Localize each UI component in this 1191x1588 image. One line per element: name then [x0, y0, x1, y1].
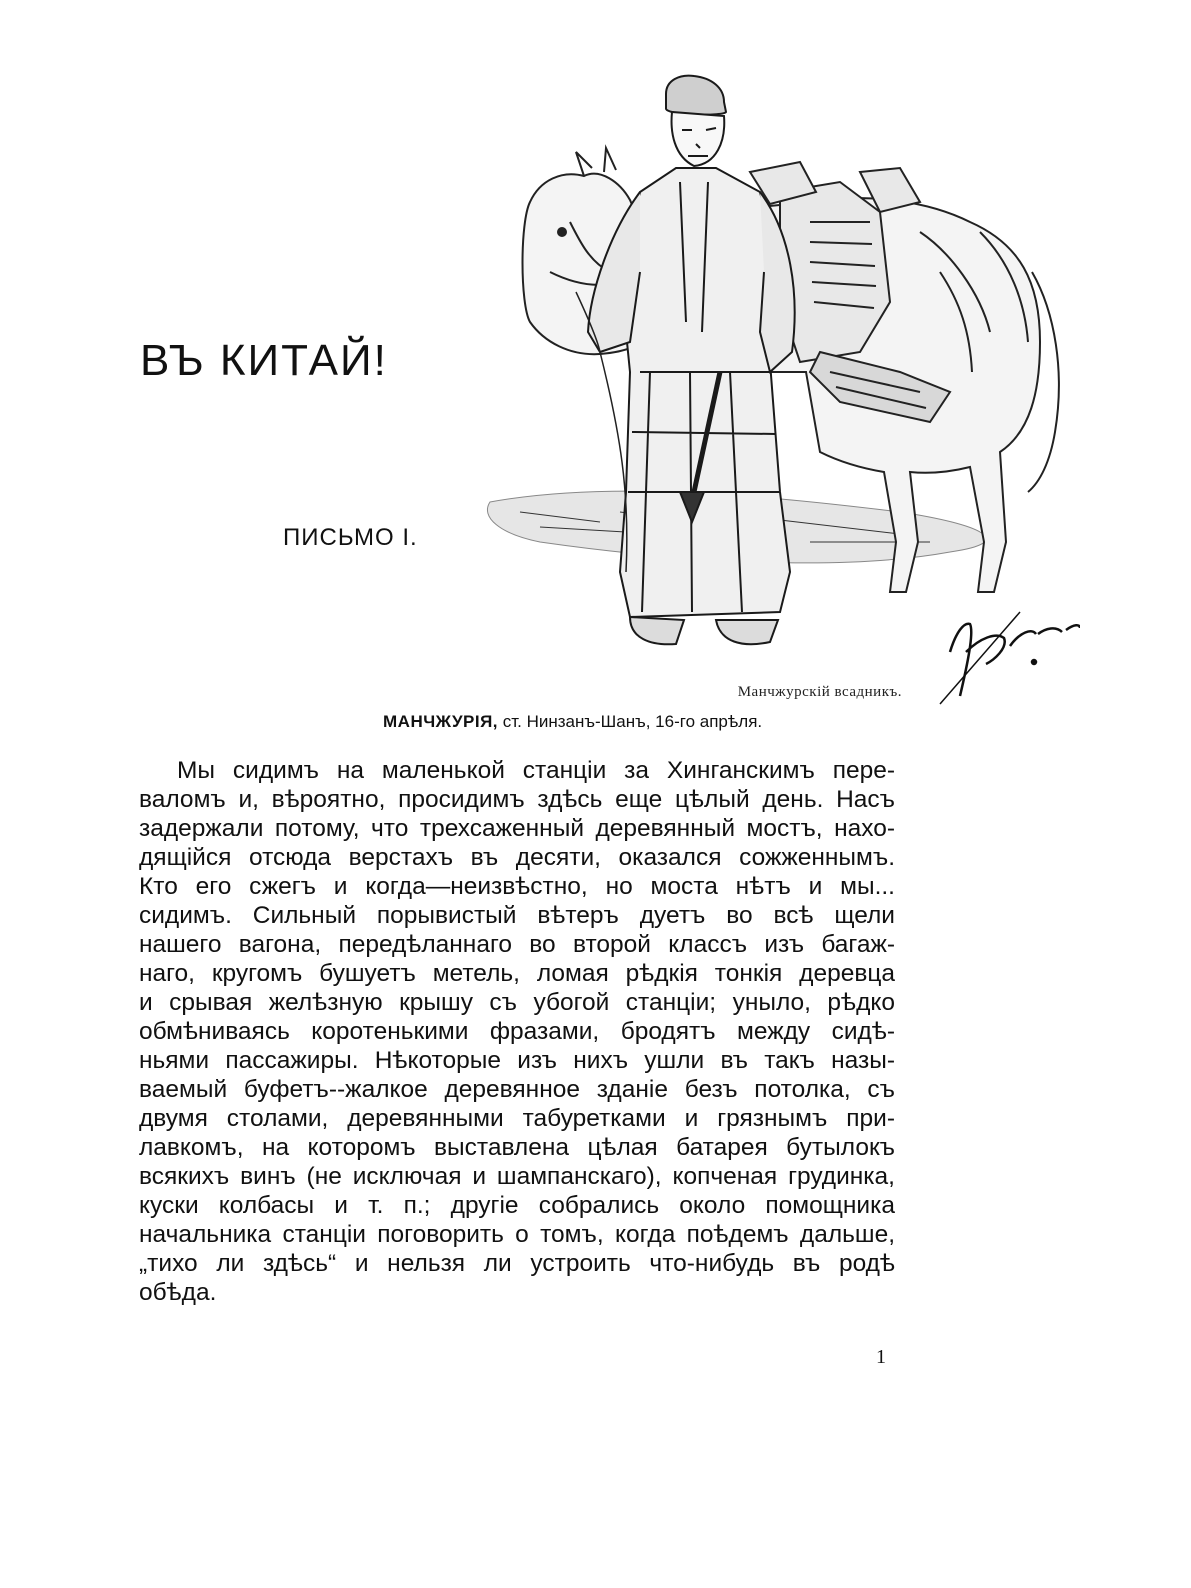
body-line: лавкомъ, на которомъ выставлена цѣлая батарея бутылокъ: [139, 1134, 895, 1161]
body-line: наго, кругомъ бушуетъ метель, ломая рѣдкія тонкія деревца: [139, 960, 895, 987]
body-line: ваемый буфетъ--жалкое деревянное зданіе безъ потолка, съ: [139, 1076, 895, 1103]
body-line: Кто его сжегъ и когда—неизвѣстно, но моста нѣтъ и мы...: [139, 873, 895, 900]
dateline: [383, 712, 762, 732]
chapter-title: ВЪ КИТАЙ!: [140, 336, 388, 385]
body-line: задержали потому, что трехсаженный деревянный мостъ, нахо-: [139, 815, 895, 842]
body-line: валомъ и, вѣроятно, просидимъ здѣсь еще цѣлый день. Насъ: [139, 786, 895, 813]
man-drawing: [588, 76, 795, 645]
body-line: ньями пассажиры. Нѣкоторые изъ нихъ ушли въ такъ назы-: [139, 1047, 895, 1074]
body-line: двумя столами, деревянными табуретками и грязнымъ при-: [139, 1105, 895, 1132]
dateline-station-date: ст. Нинзанъ-Шанъ, 16-го апрѣля.: [498, 712, 763, 731]
body-line: начальника станціи поговорить о томъ, когда поѣдемъ дальше,: [139, 1221, 895, 1248]
illustration-caption: Манчжурскій всадникъ.: [737, 684, 902, 700]
body-paragraph: [139, 756, 895, 1307]
body-line: Мы сидимъ на маленькой станціи за Хинганскимъ пере-: [177, 757, 895, 784]
body-line: „тихо ли здѣсь“ и нельзя ли устроить что-нибудь въ родѣ: [139, 1250, 895, 1277]
body-line: обѣда.: [139, 1279, 217, 1306]
artist-signature-drawing: [940, 612, 1080, 704]
body-line: нашего вагона, передѣланнаго во второй классъ изъ багаж-: [139, 931, 895, 958]
horseman-illustration: [480, 72, 1080, 712]
body-line: всякихъ винъ (не исключая и шампанскаго), копченая грудинка,: [139, 1163, 895, 1190]
page-number: 1: [876, 1346, 886, 1368]
body-line: сидимъ. Сильный порывистый вѣтеръ дуетъ во всѣ щели: [139, 902, 895, 929]
body-line: куски колбасы и т. п.; другіе собрались около помощника: [139, 1192, 895, 1219]
body-line: дящійся отсюда верстахъ въ десяти, оказался сожженнымъ.: [139, 844, 895, 871]
body-line: обмѣниваясь коротенькими фразами, бродятъ между сидѣ-: [139, 1018, 895, 1045]
letter-heading: ПИСЬМО I.: [283, 524, 418, 551]
body-line: и срывая желѣзную крышу съ убогой станціи; уныло, рѣдко: [139, 989, 895, 1016]
dateline-place: МАНЧЖУРІЯ,: [383, 712, 499, 731]
